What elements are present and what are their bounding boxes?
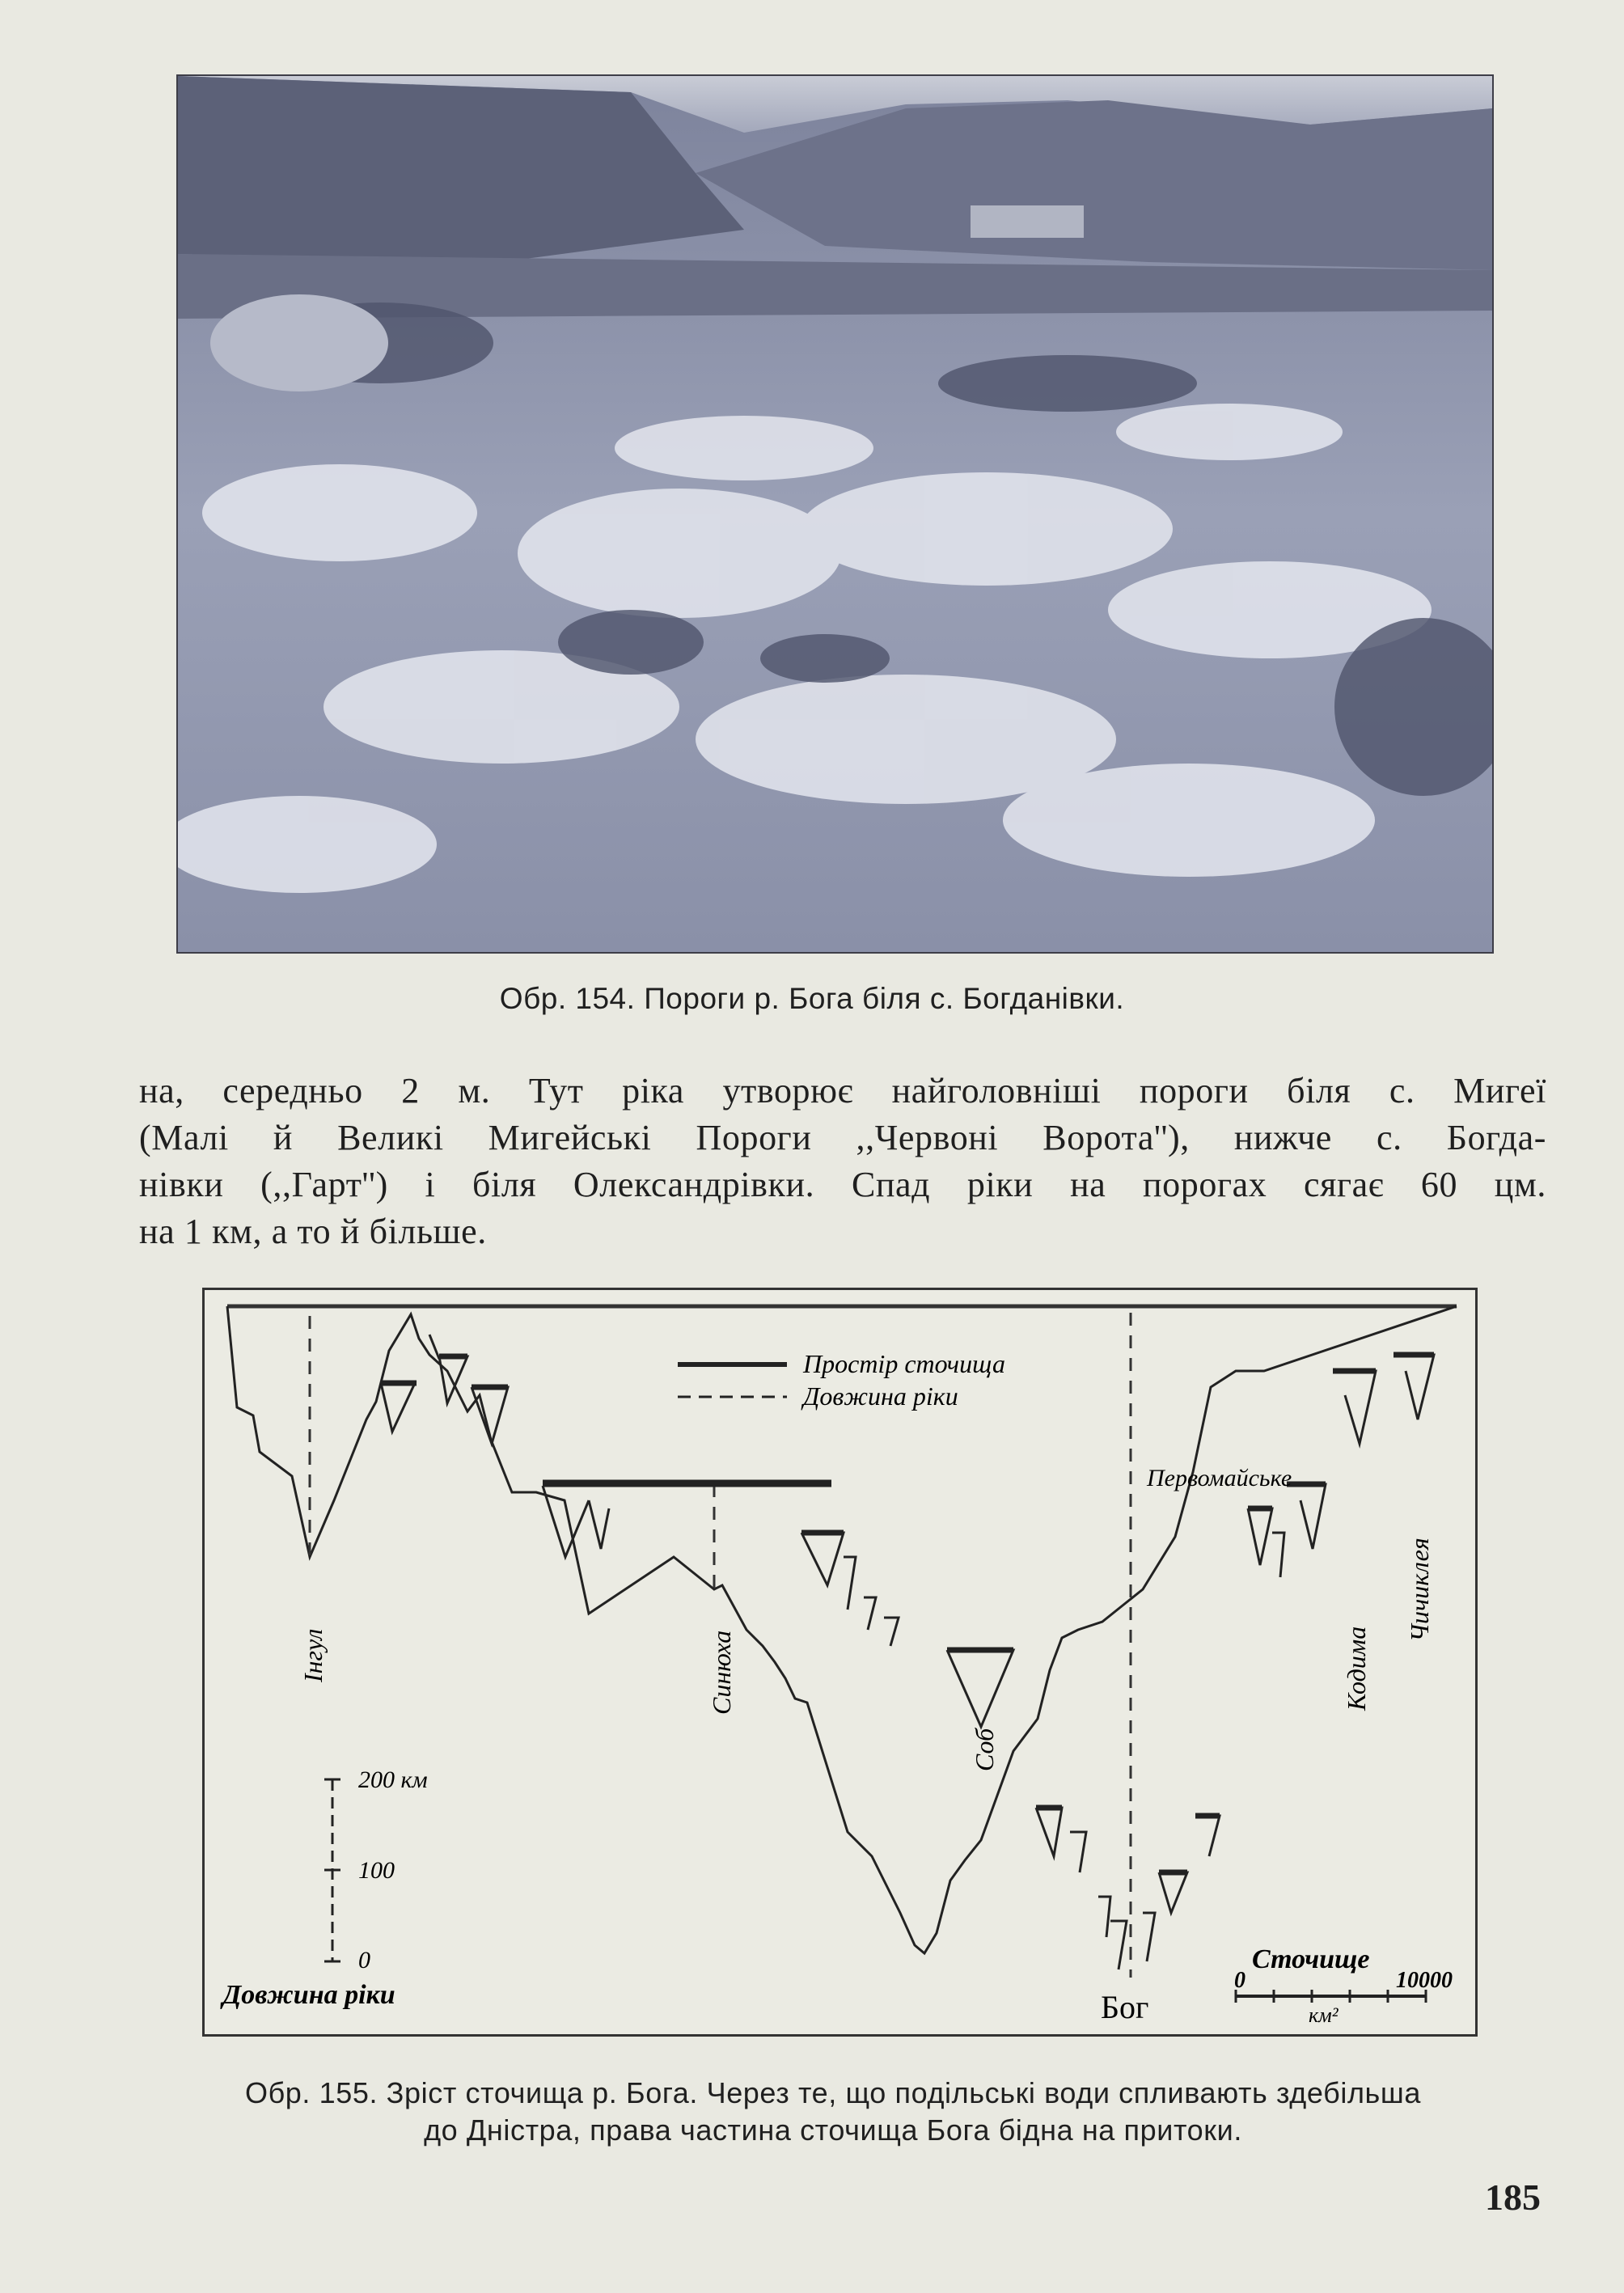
basin-diagram: [202, 1288, 1478, 2037]
label-main-river: Бог: [1101, 1989, 1149, 2025]
label-pervomaiske: Первомайське: [1147, 1465, 1292, 1491]
label-ingul: Інгул: [298, 1628, 328, 1682]
length-scale-200: 200 км: [358, 1766, 428, 1793]
diagram-caption: [121, 2075, 1545, 2149]
area-scale-start: 0: [1234, 1968, 1245, 1993]
photo-caption: Обр. 154. Пороги р. Бога біля с. Богданівки.: [499, 982, 1125, 1015]
body-paragraph: [139, 1068, 1546, 1255]
rapids-photo: [176, 74, 1494, 954]
legend-dashed-label: Довжина ріки: [803, 1381, 958, 1411]
diagram-caption-line-1: Обр. 155. Зріст сточища р. Бога. Через те, що подільські води спливають здебільша: [244, 2076, 1422, 2109]
length-scale-0: 0: [358, 1947, 370, 1974]
body-line-4: на 1 км, а то й більше.: [139, 1212, 487, 1251]
label-chychyklea: Чичиклея: [1405, 1538, 1434, 1642]
body-line-3: нівки (,,Гарт'') і біля Олександрівки. Спад ріки на порогах сягає 60 цм.: [139, 1165, 1546, 1204]
length-scale-100: 100: [358, 1857, 395, 1884]
basin-diagram-svg: [205, 1290, 1475, 2034]
tributary-triangles: [381, 1335, 1434, 1969]
page-number: 185: [1485, 2177, 1541, 2218]
diagram-caption-line-2: до Дністра, права частина сточища Бога бідна на притоки.: [424, 2113, 1242, 2147]
label-sob: Соб: [970, 1728, 999, 1771]
body-line-1: на, середньо 2 м. Тут ріка утворює найголовніші пороги біля с. Мигеї: [139, 1071, 1546, 1111]
area-scale-title: Сточище: [1252, 1944, 1370, 1974]
length-scale-title: Довжина ріки: [222, 1980, 395, 2010]
tributary-tops: [381, 1355, 1434, 1872]
body-line-2: (Малі й Великі Мигейські Пороги ,,Червоні Ворота''), нижче с. Богда-: [139, 1118, 1546, 1157]
legend-solid-label: Простір сточища: [803, 1349, 1006, 1378]
label-kodyma: Кодима: [1342, 1626, 1371, 1711]
area-scale-unit: км²: [1309, 2003, 1339, 2027]
area-scale-end: 10000: [1396, 1968, 1453, 1993]
label-synyukha: Синюха: [707, 1630, 736, 1715]
rapids-photo-image: [178, 76, 1492, 952]
